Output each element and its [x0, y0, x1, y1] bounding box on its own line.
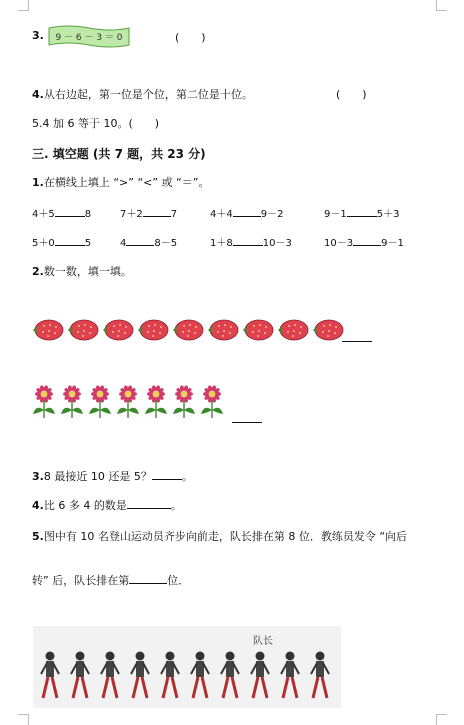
q5-question: 5.4 加 6 等于 10。( ) — [32, 117, 160, 130]
fill2-question — [32, 263, 132, 279]
compare-blank[interactable] — [233, 206, 261, 217]
compare-blank[interactable] — [233, 235, 263, 246]
fill5-answer-blank[interactable] — [129, 573, 167, 584]
strawberry-icon — [310, 317, 344, 343]
compare-item: 4＋4 9－2 — [210, 205, 283, 220]
fill3-suffix: 。 — [181, 470, 193, 483]
fill5-line2-prefix: 转” 后，队长排在第 — [32, 574, 130, 587]
fill3-answer-blank[interactable] — [152, 469, 182, 480]
strawberry-row — [30, 317, 345, 343]
compare-item: 4＋5 8 — [32, 205, 91, 220]
fill3-text: 8 最接近 10 还是 5？ — [43, 470, 152, 483]
fill4-question — [32, 497, 182, 513]
flower-icon — [86, 384, 114, 420]
q4-question — [32, 86, 253, 102]
compare-blank[interactable] — [353, 235, 381, 246]
fill1-text: 在横线上填上 “>” “<” 或 “＝”。 — [43, 176, 210, 189]
q4-answer-paren[interactable]: ( ) — [336, 88, 367, 101]
hiker-figure — [159, 650, 181, 702]
flower-icon — [114, 384, 142, 420]
compare-blank[interactable] — [347, 206, 377, 217]
compare-item: 1＋8 10－3 — [210, 234, 292, 249]
hiker-figure — [219, 650, 241, 702]
q4-number: 4. — [32, 88, 44, 101]
q4-text: 从右边起，第一位是个位，第二位是十位。 — [43, 88, 253, 101]
hikers-figure — [33, 626, 341, 708]
fill1-question — [32, 174, 209, 190]
fill5-number: 5. — [32, 530, 44, 543]
compare-item: 5＋0 5 — [32, 234, 91, 249]
flower-icon — [170, 384, 198, 420]
fill5-line2 — [32, 572, 189, 588]
crop-mark-top-right — [436, 0, 447, 11]
compare-item: 9－1 5＋3 — [324, 205, 399, 220]
compare-item: 4 8－5 — [120, 234, 177, 249]
hiker-figure — [39, 650, 61, 702]
strawberry-icon — [240, 317, 274, 343]
captain-label: 队长 — [253, 636, 273, 647]
strawberry-icon — [170, 317, 204, 343]
hiker-figure — [129, 650, 151, 702]
strawberry-icon — [100, 317, 134, 343]
q3-answer-paren[interactable]: ( ) — [175, 31, 206, 44]
fill3-question — [32, 468, 193, 484]
flower-count-blank[interactable] — [232, 412, 262, 423]
strawberry-icon — [30, 317, 64, 343]
hiker-figure — [189, 650, 211, 702]
compare-item: 10－3 9－1 — [324, 234, 404, 249]
equation-flag — [46, 24, 132, 50]
fill1-number: 1. — [32, 176, 44, 189]
compare-blank[interactable] — [55, 206, 85, 217]
crop-mark-bottom-left — [18, 714, 29, 725]
fill5-line1 — [32, 528, 407, 544]
strawberry-icon — [205, 317, 239, 343]
strawberry-icon — [135, 317, 169, 343]
flower-icon — [142, 384, 170, 420]
crop-mark-top-left — [18, 0, 29, 11]
hiker-figure — [249, 650, 271, 702]
strawberry-icon — [65, 317, 99, 343]
fill5-text: 图中有 10 名登山运动员齐步向前走，队长排在第 8 位．教练员发令 “向后 — [43, 530, 408, 543]
fill5-line2-suffix: 位． — [167, 574, 190, 587]
fill3-number: 3. — [32, 470, 44, 483]
q3-number: 3. — [32, 29, 44, 42]
fill4-number: 4. — [32, 499, 44, 512]
fill2-number: 2. — [32, 265, 44, 278]
fill4-text: 比 6 多 4 的数是 — [43, 499, 127, 512]
strawberry-icon — [275, 317, 309, 343]
flower-row — [30, 384, 226, 420]
fill4-answer-blank[interactable] — [127, 498, 171, 509]
compare-blank[interactable] — [55, 235, 85, 246]
compare-blank[interactable] — [126, 235, 154, 246]
flower-icon — [30, 384, 58, 420]
hiker-figure — [279, 650, 301, 702]
hiker-figure — [99, 650, 121, 702]
fill4-suffix: 。 — [170, 499, 182, 512]
compare-item: 7＋2 7 — [120, 205, 177, 220]
flower-icon — [58, 384, 86, 420]
compare-blank[interactable] — [143, 206, 171, 217]
fill2-text: 数一数，填一填。 — [43, 265, 132, 278]
strawberry-count-blank[interactable] — [342, 331, 372, 342]
hiker-figure — [69, 650, 91, 702]
flower-icon — [198, 384, 226, 420]
crop-mark-bottom-right — [436, 714, 447, 725]
equation-flag-text: 9 － 6 － 3 ＝ 0 — [55, 33, 123, 43]
section-title: 三. 填空题 (共 7 题，共 23 分) — [32, 147, 206, 161]
hiker-figure — [309, 650, 331, 702]
